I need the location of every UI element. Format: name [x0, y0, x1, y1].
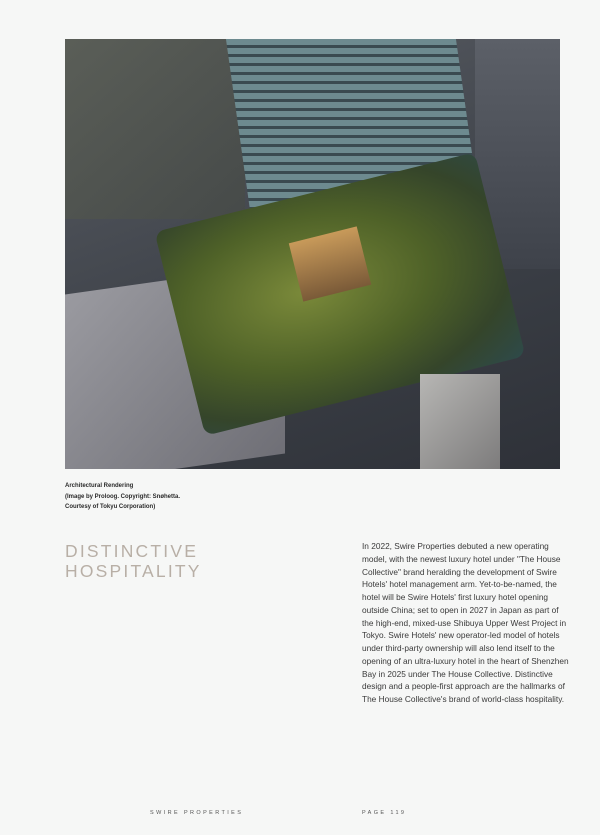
- city-block: [65, 39, 245, 219]
- footer-company: SWIRE PROPERTIES: [150, 810, 244, 816]
- caption-line: Courtesy of Tokyu Corporation): [65, 504, 156, 510]
- body-line: Tokyo. Swire Hotels' new operator-led model of hotels: [362, 630, 560, 641]
- body-line: the high-end, mixed-use Shibuya Upper West Project in: [362, 617, 567, 628]
- body-line: under third-party ownership will also lend itself to the: [362, 643, 555, 653]
- caption-line: Architectural Rendering: [65, 483, 134, 489]
- building: [420, 374, 500, 469]
- caption-line: (Image by Proloog. Copyright: Snøhetta.: [65, 493, 181, 500]
- body-line: Collective" brand heralding the development of Swire: [362, 566, 557, 577]
- body-line: opening of an ultra-luxury hotel in the heart of Shenzhen: [362, 655, 569, 666]
- heading-line: DISTINCTIVE: [65, 541, 199, 561]
- section-heading: [65, 541, 202, 581]
- body-line: design and a people-first approach are the hallmarks of: [362, 681, 565, 692]
- heading-line: HOSPITALITY: [65, 561, 202, 581]
- footer-page-number: PAGE 119: [362, 810, 407, 816]
- body-line: model, with the newest luxury hotel under "The House: [362, 553, 561, 564]
- body-line: Bay in 2025 under The House Collective. Distinctive: [362, 668, 553, 679]
- body-line: outside China; set to open in 2027 in Japan as part of: [362, 604, 559, 615]
- body-line: hotel will be Swire Hotels' first luxury hotel opening: [362, 592, 549, 602]
- body-line: The House Collective's brand of world-class hospitality.: [362, 694, 565, 704]
- architectural-rendering-image: [65, 39, 560, 469]
- body-line: In 2022, Swire Properties debuted a new operating: [362, 541, 549, 551]
- image-caption: [65, 481, 180, 513]
- body-text: [362, 540, 567, 706]
- body-line: Hotels' hotel management arm. Yet-to-be-named, the: [362, 579, 557, 590]
